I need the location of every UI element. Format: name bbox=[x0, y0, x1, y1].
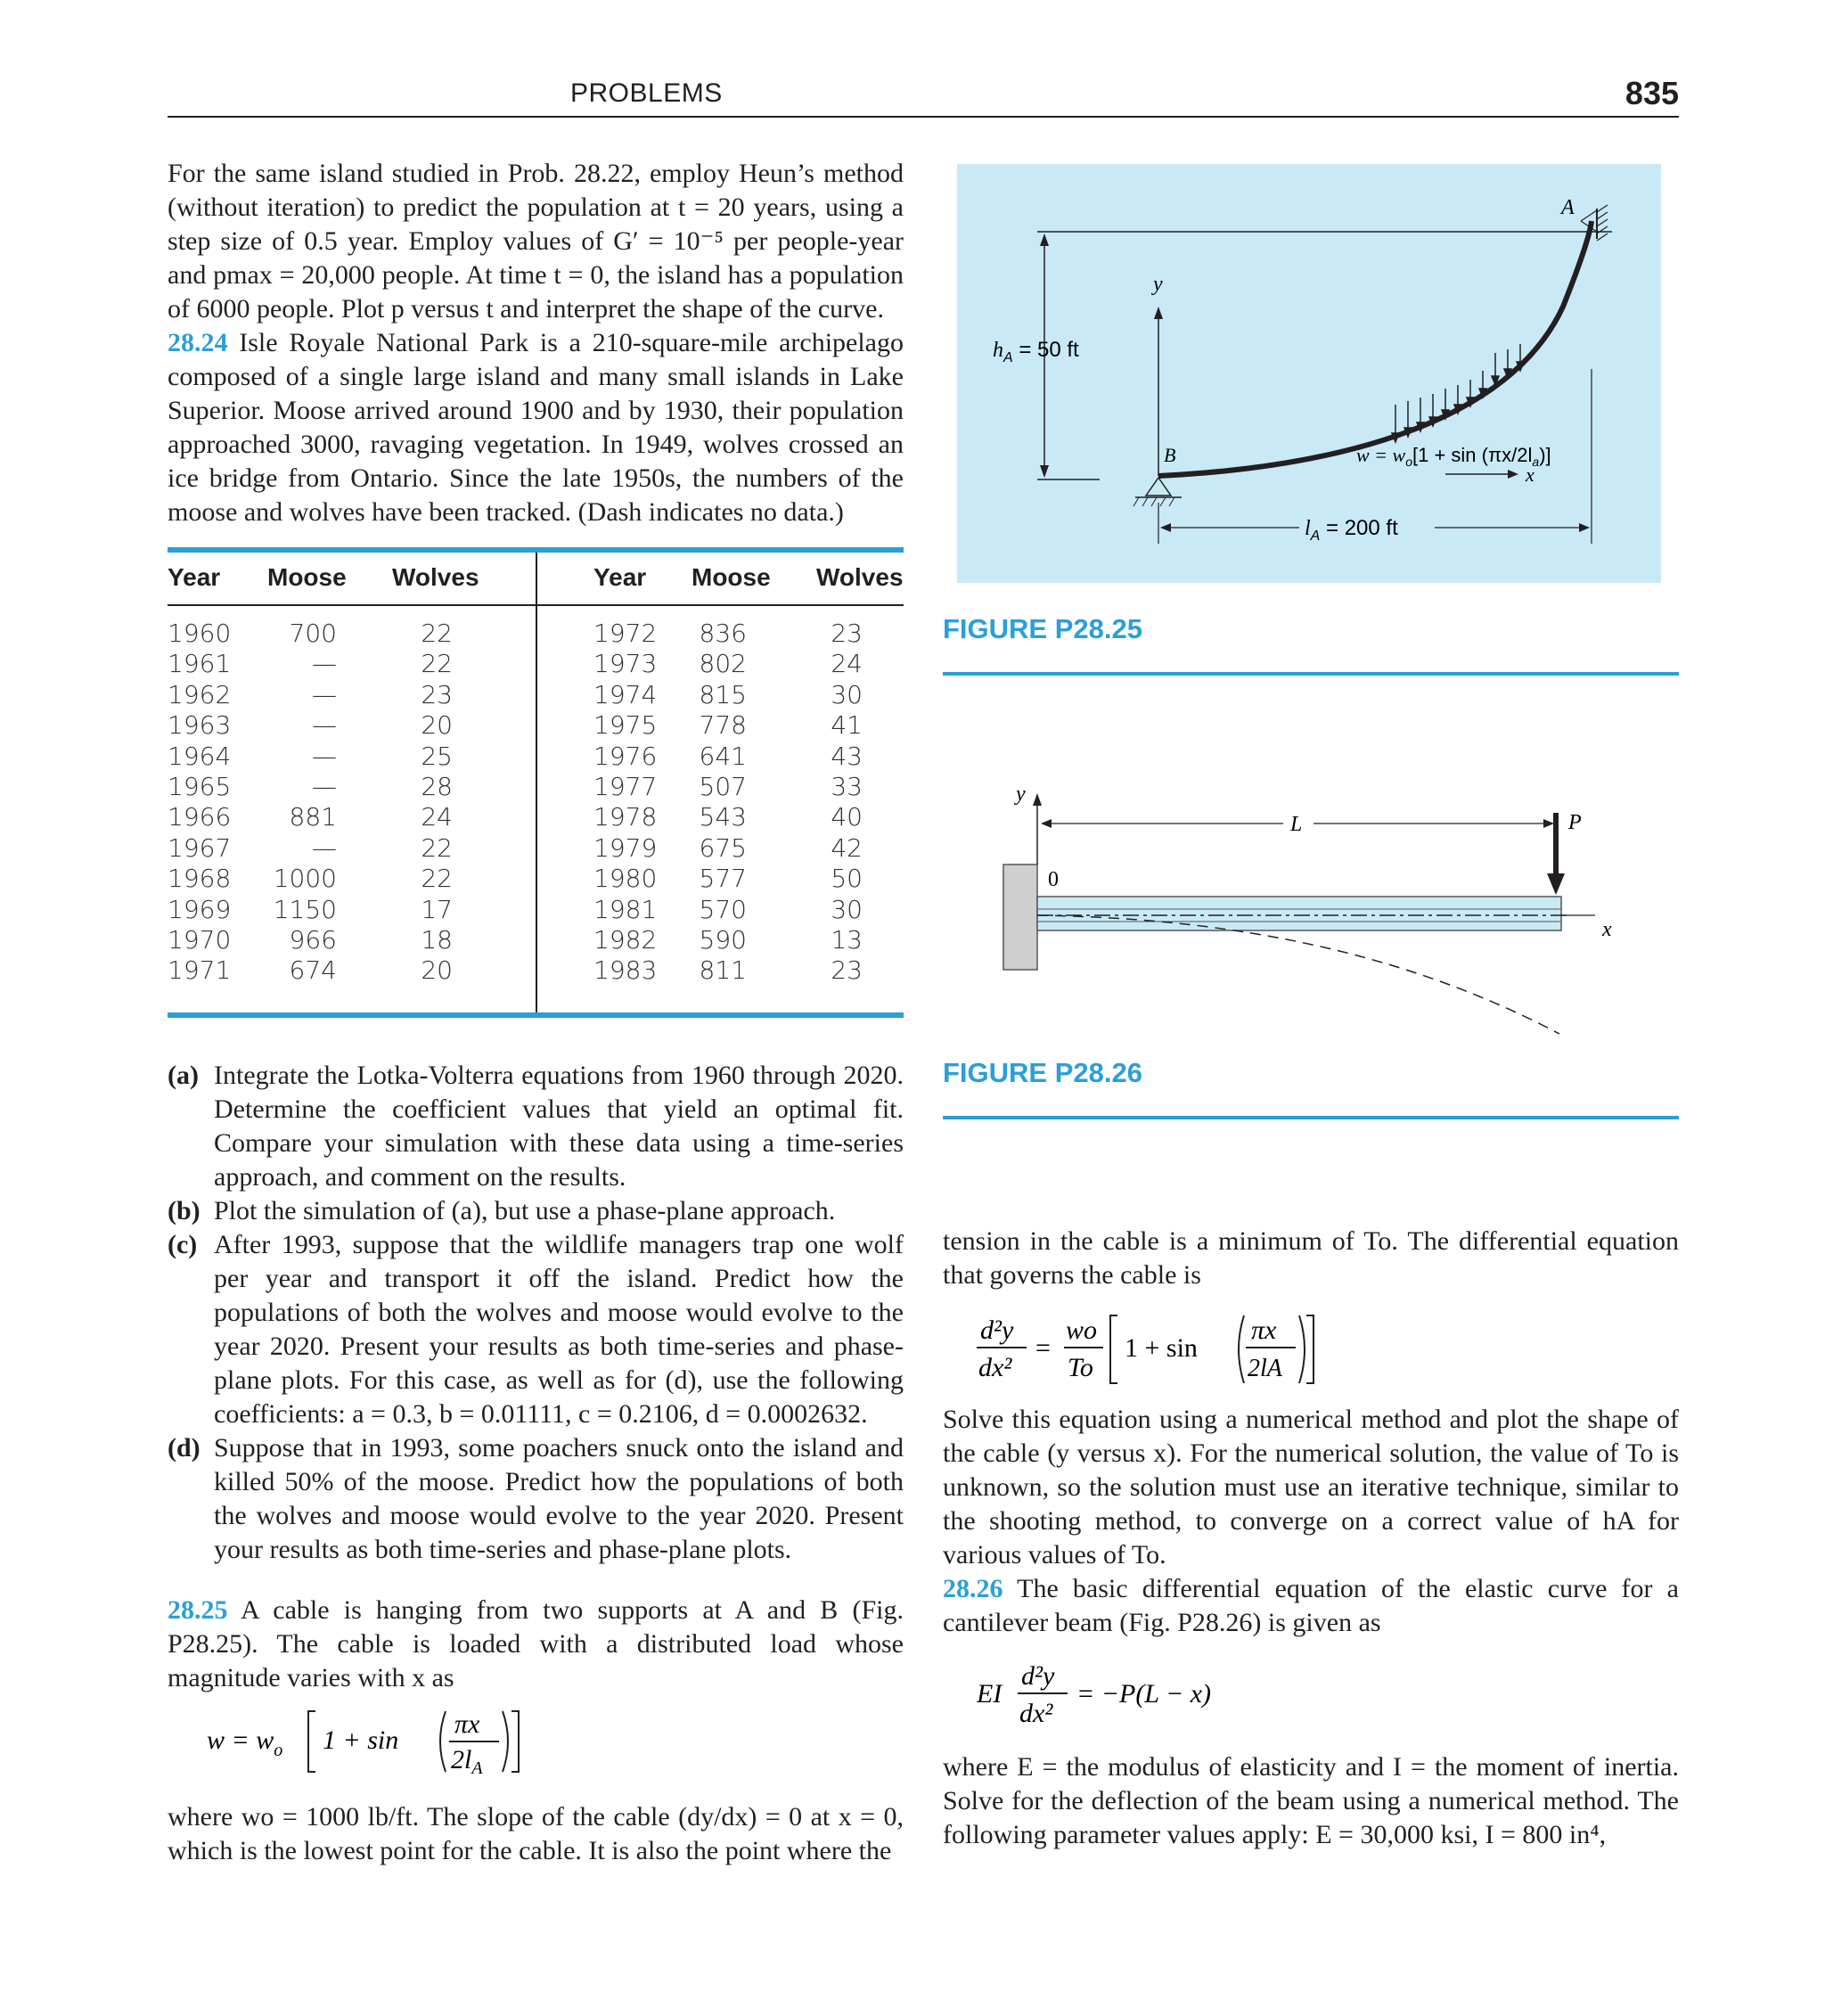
table-cell: — bbox=[312, 772, 337, 802]
right-para-3 bbox=[943, 1750, 1679, 1852]
item-label: (d) bbox=[168, 1433, 201, 1463]
column-right-moose bbox=[693, 619, 747, 987]
item-list bbox=[168, 1059, 904, 1567]
solve-cable-text: Solve this equation using a numerical method and plot the shape of the cable (y versus x). For the numerical solution, the value of To is unknown, so the solution must use an iterative technique, similar to the shooting method, to converge on a correct value of hA for various values of To. bbox=[943, 1405, 1679, 1569]
item-text: Suppose that in 1993, some poachers snuck onto the island and killed 50% of the moose. Predict how the populations of both the wolves and moose would evolve to the year 2020. Present your results as both time-series and phase-plane plots. bbox=[214, 1433, 904, 1564]
eq-d2y: d²y bbox=[980, 1315, 1014, 1345]
table-cell: 24 bbox=[831, 649, 863, 679]
table-header-wolves: Wolves bbox=[816, 563, 904, 591]
table-cell: 590 bbox=[699, 925, 747, 955]
table-cell: 30 bbox=[831, 679, 863, 709]
eq-numerator: πx bbox=[454, 1709, 480, 1739]
table-center-rule bbox=[536, 553, 537, 1012]
table-cell: 1966 bbox=[168, 802, 232, 832]
eq-denominator: $2l_A$ bbox=[451, 1745, 483, 1778]
table-header-wolves: Wolves bbox=[392, 563, 479, 591]
table-cell: 577 bbox=[699, 864, 747, 894]
problem-text-continued: where wo = 1000 lb/ft. The slope of the cable (dy/dx) = 0 at x = 0, which is the lowest point for the cable. It is also the point where the bbox=[168, 1802, 904, 1865]
table-cell: 22 bbox=[421, 649, 453, 679]
problem-28-26 bbox=[943, 1572, 1679, 1640]
right-para-2 bbox=[943, 1403, 1679, 1640]
figure-caption-p28-26: FIGURE P28.26 bbox=[943, 1057, 1142, 1088]
bracket-right bbox=[1306, 1315, 1314, 1383]
table-header-year: Year bbox=[593, 563, 647, 591]
cable-ode-equation bbox=[977, 1305, 1315, 1394]
item-text: Integrate the Lotka-Volterra equations from 1960 through 2020. Determine the coefficient values that yield an optimal fit. Compare your simulation with these data using a time-series approach, and comment on the results. bbox=[214, 1061, 904, 1192]
problem-number: 28.26 bbox=[943, 1574, 1003, 1603]
table-cell: 815 bbox=[699, 679, 747, 709]
table-cell: 1974 bbox=[593, 679, 658, 709]
table-cell: 23 bbox=[831, 955, 863, 986]
problem-text: The basic differential equation of the elastic curve for a cantilever beam (Fig. P28.26) is given as bbox=[943, 1574, 1679, 1637]
table-cell: 674 bbox=[289, 955, 337, 986]
table-cell: 1000 bbox=[273, 864, 337, 894]
table-cell: 50 bbox=[831, 864, 863, 894]
table-cell: 1963 bbox=[168, 710, 232, 741]
header-rule bbox=[168, 116, 1679, 118]
table-bottom-bar bbox=[168, 1012, 904, 1018]
table-cell: 1969 bbox=[168, 894, 232, 924]
support-a-label: A bbox=[1561, 196, 1575, 219]
table-cell: — bbox=[312, 710, 337, 741]
column-right-wolves bbox=[827, 619, 863, 987]
x-axis-label: x bbox=[1602, 918, 1612, 941]
list-item bbox=[168, 1431, 904, 1567]
table-cell: 1970 bbox=[168, 925, 232, 955]
table-cell: 675 bbox=[699, 832, 747, 863]
support-b-label: B bbox=[1164, 444, 1176, 466]
table-cell: — bbox=[312, 741, 337, 771]
table-cell: — bbox=[312, 679, 337, 709]
table-cell: 1960 bbox=[168, 619, 232, 648]
cable-tension-text: tension in the cable is a minimum of To. The differential equation that governs the cable is bbox=[943, 1226, 1679, 1290]
arrowhead bbox=[1041, 819, 1052, 828]
item-text: After 1993, suppose that the wildlife managers trap one wolf per year and transport it off the island. Predict how the populations of both the wolves and moose would evolve to the year 2020. Present your results as both time-series and phase-plane plots. For this case, as well as for (d), use the following coefficients: a = 0.3, b = 0.01111, c = 0.2106, d = 0.0002632. bbox=[214, 1230, 904, 1429]
table-cell: 1967 bbox=[168, 832, 232, 863]
table-cell: 1968 bbox=[168, 864, 232, 894]
item-label: (b) bbox=[168, 1196, 201, 1225]
running-header-title: PROBLEMS bbox=[570, 78, 723, 108]
column-left-year bbox=[168, 619, 239, 987]
figure-p28-25 bbox=[957, 164, 1661, 583]
table-cell: 1972 bbox=[593, 619, 658, 648]
origin-label: 0 bbox=[1048, 868, 1059, 891]
table-header-year: Year bbox=[168, 563, 221, 591]
right-para-1 bbox=[943, 1225, 1679, 1292]
eq-d2y: d²y bbox=[1021, 1661, 1055, 1691]
eq-dx2: dx² bbox=[1019, 1699, 1053, 1728]
table-cell: 13 bbox=[831, 925, 863, 955]
eq-pi-x: πx bbox=[1251, 1315, 1277, 1345]
table-cell: 1975 bbox=[593, 710, 658, 741]
problem-number: 28.25 bbox=[168, 1595, 228, 1625]
table-cell: 22 bbox=[421, 864, 453, 894]
column-left-moose bbox=[257, 619, 337, 987]
left-column-bottom bbox=[168, 1059, 904, 1722]
table-cell: 641 bbox=[699, 741, 747, 771]
problem-28-24 bbox=[168, 326, 904, 529]
table-cell: 811 bbox=[699, 955, 747, 986]
arrowhead bbox=[1543, 819, 1554, 828]
paren-right bbox=[503, 1711, 508, 1772]
list-item bbox=[168, 1059, 904, 1194]
table-cell: 1962 bbox=[168, 679, 232, 709]
figure-rule bbox=[943, 1116, 1679, 1119]
table-cell: 1971 bbox=[168, 955, 232, 986]
table-cell: 1980 bbox=[593, 864, 658, 894]
figure-p28-26 bbox=[989, 766, 1613, 1052]
beam-parameters-text: where E = the modulus of elasticity and I = the moment of inertia. Solve for the deflection of the beam using a numerical method. The following parameter values apply: E = 30,000 ksi, I = 800 in⁴, bbox=[943, 1752, 1679, 1849]
column-right-year bbox=[593, 619, 665, 987]
x-axis-label: x bbox=[1526, 463, 1534, 486]
table-cell: 18 bbox=[421, 925, 453, 955]
table-cell: 778 bbox=[699, 710, 747, 741]
fixed-wall bbox=[1003, 865, 1037, 970]
cantilever-beam bbox=[1037, 897, 1561, 930]
table-cell: 1961 bbox=[168, 649, 232, 679]
page-number: 835 bbox=[1624, 75, 1679, 111]
left-column-top bbox=[168, 157, 904, 529]
table-cell: 33 bbox=[831, 772, 863, 802]
beam-ode-equation bbox=[977, 1651, 1262, 1740]
table-cell: 1965 bbox=[168, 772, 232, 802]
item-label: (a) bbox=[168, 1061, 199, 1090]
table-cell: 23 bbox=[831, 619, 863, 648]
list-item bbox=[168, 1194, 904, 1228]
problem-28-25-continued bbox=[168, 1800, 904, 1868]
table-cell: 1976 bbox=[593, 741, 658, 771]
load-equation-svg bbox=[207, 1699, 528, 1781]
table-cell: 1977 bbox=[593, 772, 658, 802]
load-label: $w = w_o[1 + \sin (\pi x/2l_a)]$ bbox=[1356, 444, 1551, 469]
load-label: P bbox=[1568, 811, 1582, 834]
table-cell: 22 bbox=[421, 832, 453, 863]
load-arrowhead bbox=[1547, 873, 1565, 895]
bracket-left bbox=[1110, 1315, 1117, 1383]
ha-label: $h_A = 50$ ft bbox=[993, 338, 1079, 365]
paren-left bbox=[1239, 1315, 1244, 1383]
column-left-wolves bbox=[381, 619, 453, 987]
eq-one-plus-sin: 1 + sin bbox=[323, 1725, 399, 1755]
problem-text: A cable is hanging from two supports at A and B (Fig. P28.25). The cable is loaded with a distributed load whose magnitude varies with x as bbox=[168, 1595, 904, 1692]
figure-caption-p28-25: FIGURE P28.25 bbox=[943, 613, 1142, 644]
table-header-moose: Moose bbox=[692, 563, 771, 591]
table-cell: 30 bbox=[831, 894, 863, 924]
length-label: L bbox=[1290, 813, 1303, 836]
table-cell: 25 bbox=[421, 741, 453, 771]
table-cell: 1978 bbox=[593, 802, 658, 832]
table-cell: 24 bbox=[421, 802, 453, 832]
table-cell: 570 bbox=[699, 894, 747, 924]
intro-paragraph: For the same island studied in Prob. 28.22, employ Heun’s method (without iteration) to predict the population at t = 20 years, using a step size of 0.5 year. Employ values of G′ = 10⁻⁵ per people-year and pmax = 20,000 people. At time t = 0, the island has a population of 6000 people. Plot p versus t and interpret the shape of the curve. bbox=[168, 159, 904, 324]
table-cell: 881 bbox=[289, 802, 337, 832]
table-cell: 1982 bbox=[593, 925, 658, 955]
eq-wo: wo bbox=[1066, 1315, 1098, 1345]
y-axis-label: y bbox=[1016, 783, 1026, 806]
item-text: Plot the simulation of (a), but use a phase-plane approach. bbox=[214, 1196, 836, 1225]
table-cell: 1150 bbox=[273, 894, 337, 924]
table-cell: 1964 bbox=[168, 741, 232, 771]
eq-rhs: = −P(L − x) bbox=[1076, 1679, 1211, 1709]
table-cell: 1979 bbox=[593, 832, 658, 863]
table-cell: 1973 bbox=[593, 649, 658, 679]
load-equation bbox=[207, 1699, 528, 1788]
y-axis-arrowhead bbox=[1033, 793, 1042, 806]
paren-left bbox=[440, 1711, 446, 1772]
table-cell: 20 bbox=[421, 955, 453, 986]
eq-equals: = bbox=[1035, 1333, 1051, 1363]
table-cell: — bbox=[312, 832, 337, 863]
table-cell: 700 bbox=[289, 619, 337, 648]
deflection-curve bbox=[1037, 915, 1559, 1034]
list-item bbox=[168, 1228, 904, 1431]
table-cell: 41 bbox=[831, 710, 863, 741]
table-cell: 17 bbox=[421, 894, 453, 924]
table-cell: 43 bbox=[831, 741, 863, 771]
table-cell: 23 bbox=[421, 679, 453, 709]
table-cell: 40 bbox=[831, 802, 863, 832]
table-cell: 1983 bbox=[593, 955, 658, 986]
table-cell: 507 bbox=[699, 772, 747, 802]
bracket-left bbox=[308, 1711, 315, 1772]
table-cell: 1981 bbox=[593, 894, 658, 924]
table-cell: 836 bbox=[699, 619, 747, 648]
problem-28-25 bbox=[168, 1594, 904, 1695]
table-cell: 543 bbox=[699, 802, 747, 832]
table-cell: 802 bbox=[699, 649, 747, 679]
problem-number: 28.24 bbox=[168, 328, 228, 357]
table-cell: 22 bbox=[421, 619, 453, 648]
eq-2la: 2lA bbox=[1248, 1355, 1282, 1382]
y-axis-label: y bbox=[1153, 273, 1163, 296]
item-label: (c) bbox=[168, 1230, 198, 1259]
eq-ei: EI bbox=[977, 1679, 1003, 1709]
moose-wolves-table bbox=[168, 547, 904, 1018]
table-cell: 966 bbox=[289, 925, 337, 955]
paren-right bbox=[1299, 1315, 1305, 1383]
table-cell: 20 bbox=[421, 710, 453, 741]
eq-dx2: dx² bbox=[978, 1353, 1012, 1382]
table-cell: — bbox=[312, 649, 337, 679]
table-cell: 42 bbox=[831, 832, 863, 863]
bracket-right bbox=[511, 1711, 519, 1772]
eq-lhs: $w = w_o$ bbox=[207, 1725, 283, 1760]
problem-text: Isle Royale National Park is a 210-square-mile archipelago composed of a single large island and many small islands in Lake Superior. Moose arrived around 1900 and by 1930, their population approached 3000, ravaging vegetation. In 1949, wolves crossed an ice bridge from Ontario. Since the late 1950s, the numbers of the moose and wolves have been tracked. (Dash indicates no data.) bbox=[168, 328, 904, 527]
la-label: $l_A = 200$ ft bbox=[1305, 516, 1398, 544]
table-header-moose: Moose bbox=[267, 563, 347, 591]
figure-rule bbox=[943, 672, 1679, 676]
table-cell: 28 bbox=[421, 772, 453, 802]
eq-to: To bbox=[1068, 1353, 1093, 1382]
eq-one-plus-sin: 1 + sin bbox=[1125, 1333, 1198, 1363]
